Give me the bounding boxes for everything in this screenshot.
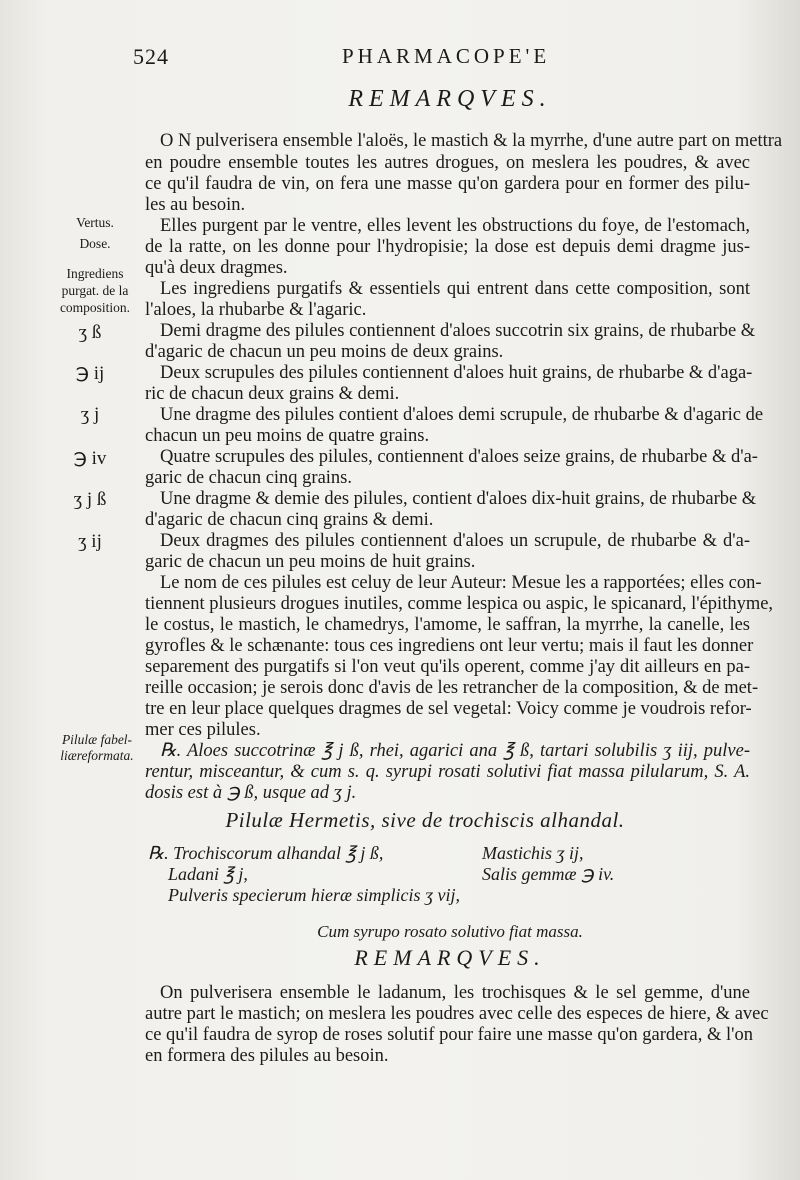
formula-item: Pulveris specierum hieræ simplicis ʒ vij, — [168, 885, 460, 905]
text-line: gyrofles & le schænante: tous ces ingrediens ont leur vertu; mais il faut les donner — [145, 636, 754, 656]
text-line: garic de chacun un peu moins de huit grains. — [145, 552, 476, 572]
text-line: de la ratte, on les donne pour l'hydropisie; la dose est depuis demi dragme jus- — [145, 237, 750, 257]
text-line: Les ingrediens purgatifs & essentiels qui entrent dans cette composition, sont — [160, 279, 750, 299]
recipe-title: Pilulæ Hermetis, sive de trochiscis alhandal. — [225, 808, 625, 832]
text-line: Une dragme des pilules contient d'aloes demi scrupule, de rhubarbe & d'agaric de — [160, 405, 764, 425]
text-line: tre en leur place quelques dragmes de sel vegetal: Voicy comme je voudrois refor- — [145, 699, 752, 719]
margin-note-dose: Dose. — [79, 236, 111, 251]
text-line: Deux scrupules des pilules contiennent d'aloes huit grains, de rhubarbe & d'aga- — [160, 363, 753, 383]
section-heading: REMARQVES. — [348, 86, 552, 112]
text-line: Quatre scrupules des pilules, contiennent d'aloes seize grains, de rhubarbe & d'a- — [160, 447, 758, 467]
recipe-line: ℞. Aloes succotrinæ ℥ j ß, rhei, agarici ana ℥ ß, tartari solubilis ʒ iij, pulve- — [160, 741, 750, 761]
text-line: en formera des pilules au besoin. — [145, 1046, 389, 1066]
margin-note-vertus: Vertus. — [76, 215, 114, 230]
formula-item: Ladani ℥ j, — [168, 864, 248, 884]
text-line: reille occasion; je serois donc d'avis de les retrancher de la composition, & de met- — [145, 678, 759, 698]
dose-symbol: ʒ j ß — [73, 489, 107, 510]
running-head: PHARMACOPE'E — [342, 44, 551, 68]
text-line: ce qu'il faudra de vin, on fera une masse qu'on gardera pour en former des pilu- — [145, 174, 750, 194]
margin-note-ingredients-3: composition. — [59, 300, 131, 315]
page-number: 524 — [133, 44, 169, 69]
dose-symbol: ʒ ß — [78, 322, 102, 343]
margin-note-pilula-1: Pilulæ fabel- — [61, 732, 133, 747]
text-line: On pulverisera ensemble le ladanum, les trochisques & le sel gemme, d'une — [160, 983, 750, 1003]
text-line: O N pulverisera ensemble l'aloës, le mastich & la myrrhe, d'une autre part on mettra — [160, 131, 783, 151]
dose-symbol: ℈ ij — [75, 363, 105, 384]
text-line: Elles purgent par le ventre, elles levent les obstructions du foye, de l'estomach, — [160, 216, 750, 236]
margin-note-pilula-2: liæreformata. — [60, 748, 134, 763]
text-line: mer ces pilules. — [145, 720, 261, 740]
recipe-line: rentur, misceantur, & cum s. q. syrupi rosati solutivi fiat massa pilularum, S. A. — [145, 762, 750, 782]
formula-item: Salis gemmæ ℈ iv. — [482, 864, 615, 884]
text-line: Demi dragme des pilules contiennent d'aloes succotrin six grains, de rhubarbe & — [160, 321, 756, 341]
text-line: en poudre ensemble toutes les autres drogues, on meslera les poudres, & avec — [145, 153, 750, 173]
text-line: l'aloes, la rhubarbe & l'agaric. — [145, 300, 367, 320]
text-line: garic de chacun cinq grains. — [145, 468, 353, 488]
dose-symbol: ʒ j — [80, 404, 100, 425]
margin-note-ingredients-2: purgat. de la — [61, 283, 129, 298]
text-line: separement des purgatifs si l'on veut qu'ils operent, comme j'ay dit ailleurs en pa- — [145, 657, 750, 677]
text-line: d'agaric de chacun un peu moins de deux grains. — [145, 342, 504, 362]
text-line: ric de chacun deux grains & demi. — [145, 384, 400, 404]
text-line: qu'à deux dragmes. — [145, 258, 288, 278]
text-line: Deux dragmes des pilules contiennent d'aloes un scrupule, de rhubarbe & d'a- — [160, 531, 750, 551]
dose-symbol: ℈ iv — [73, 448, 107, 469]
margin-note-ingredients-1: Ingrediens — [66, 266, 124, 281]
text-line: chacun un peu moins de quatre grains. — [145, 426, 430, 446]
text-line: ce qu'il faudra de syrop de roses solutif pour faire une masse qu'on gardera, & l'on — [145, 1025, 753, 1045]
text-line: tiennent plusieurs drogues inutiles, comme lespica ou aspic, le spicanard, l'épithyme, — [145, 594, 774, 614]
syrup-instruction: Cum syrupo rosato solutivo fiat massa. — [317, 922, 583, 941]
text-line: d'agaric de chacun cinq grains & demi. — [145, 510, 434, 530]
dose-symbol: ʒ ij — [78, 531, 102, 552]
text-line: Le nom de ces pilules est celuy de leur Auteur: Mesue les a rapportées; elles con- — [160, 573, 762, 593]
text-line: le costus, le mastich, le chamedrys, l'amome, le saffran, la myrrhe, la canelle, les — [145, 615, 750, 635]
text-line: autre part le mastich; on meslera les poudres avec celle des especes de hiere, & avec — [145, 1004, 769, 1024]
text-line: Une dragme & demie des pilules, contient d'aloes dix-huit grains, de rhubarbe & — [160, 489, 757, 509]
section-heading-2: REMARQVES. — [354, 945, 546, 970]
formula-item: ℞. Trochiscorum alhandal ℥ j ß, — [148, 843, 384, 863]
text-line: les au besoin. — [145, 195, 246, 215]
recipe-line: dosis est à ℈ ß, usque ad ʒ j. — [145, 783, 357, 803]
formula-item: Mastichis ʒ ij, — [482, 843, 584, 863]
